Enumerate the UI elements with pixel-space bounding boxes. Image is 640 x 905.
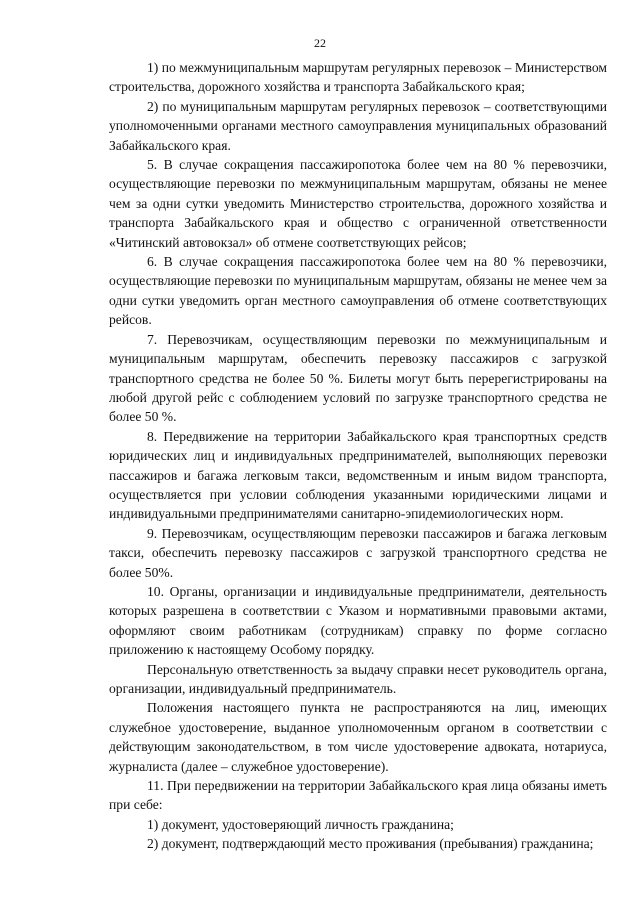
paragraph-2: 2) по муниципальным маршрутам регулярных перевозок – соответствующими уполномоченными органами местного самоуправления муниципальных образований Забайкальского края. <box>109 98 607 153</box>
paragraph-11: 11. При передвижении на территории Забайкальского края лица обязаны иметь при себе: <box>109 778 607 813</box>
paragraph-7: 9. Перевозчикам, осуществляющим перевозки пассажиров и багажа легковым такси, обеспечить перевозку пассажиров с загрузкой транспортного средства не более 50%. <box>109 525 607 580</box>
paragraph-8: 10. Органы, организации и индивидуальные предприниматели, деятельность которых разрешена в соответствии с Указом и нормативными правовыми актами, оформляют своим работникам (сотрудникам) справку по форме согласно приложению к настоящему Особому порядку. <box>109 583 607 658</box>
paragraph-10: Положения настоящего пункта не распространяются на лиц, имеющих служебное удостоверение, выданное уполномоченным органом в соответствии с действующим законодательством, в том числе удостоверение адвоката, нотариуса, журналиста (далее – служебное удостоверение). <box>109 700 607 774</box>
paragraph-5: 7. Перевозчикам, осуществляющим перевозки по межмуниципальным и муниципальным маршрутам, обеспечить перевозку пассажиров с загрузкой транспортного средства не более 50 %. Билеты могут быть перерегистрированы на любой другой рейс с соблюдением условий по загрузке транспортного средства не более 50 %. <box>109 331 607 425</box>
paragraph-3: 5. В случае сокращения пассажиропотока более чем на 80 % перевозчики, осуществляющие перевозки по межмуниципальным маршрутам, обязаны не менее чем за одни сутки уведомить Министерство строительства, дорожного хозяйства и транспорта Забайкальского края и общество с ограниченной ответственности «Читинский автовокзал» об отмене соответствующих рейсов; <box>109 157 607 250</box>
document-body <box>109 58 607 854</box>
paragraph-13: 2) документ, подтверждающий место проживания (пребывания) гражданина; <box>147 836 594 852</box>
paragraph-4: 6. В случае сокращения пассажиропотока более чем на 80 % перевозчики, осуществляющие перевозки по муниципальным маршрутам, обязаны не менее чем за одни сутки уведомить орган местного самоуправления об отмене соответствующих рейсов. <box>109 254 607 328</box>
paragraph-12: 1) документ, удостоверяющий личность гражданина; <box>147 816 454 832</box>
paragraph-6: 8. Передвижение на территории Забайкальского края транспортных средств юридических лиц и индивидуальных предпринимателей, выполняющих перевозки пассажиров и багажа легковым такси, ведомственным и иным видом транспорта, осуществляется при условии соблюдения указанными юридическими лицами и индивидуальными предпринимателями санитарно-эпидемиологических норм. <box>109 428 607 522</box>
paragraph-1: 1) по межмуниципальным маршрутам регулярных перевозок – Министерством строительства, дорожного хозяйства и транспорта Забайкальского края; <box>109 60 607 95</box>
page-number: 22 <box>314 36 326 50</box>
paragraph-9: Персональную ответственность за выдачу справки несет руководитель органа, организации, индивидуальный предприниматель. <box>109 661 607 696</box>
